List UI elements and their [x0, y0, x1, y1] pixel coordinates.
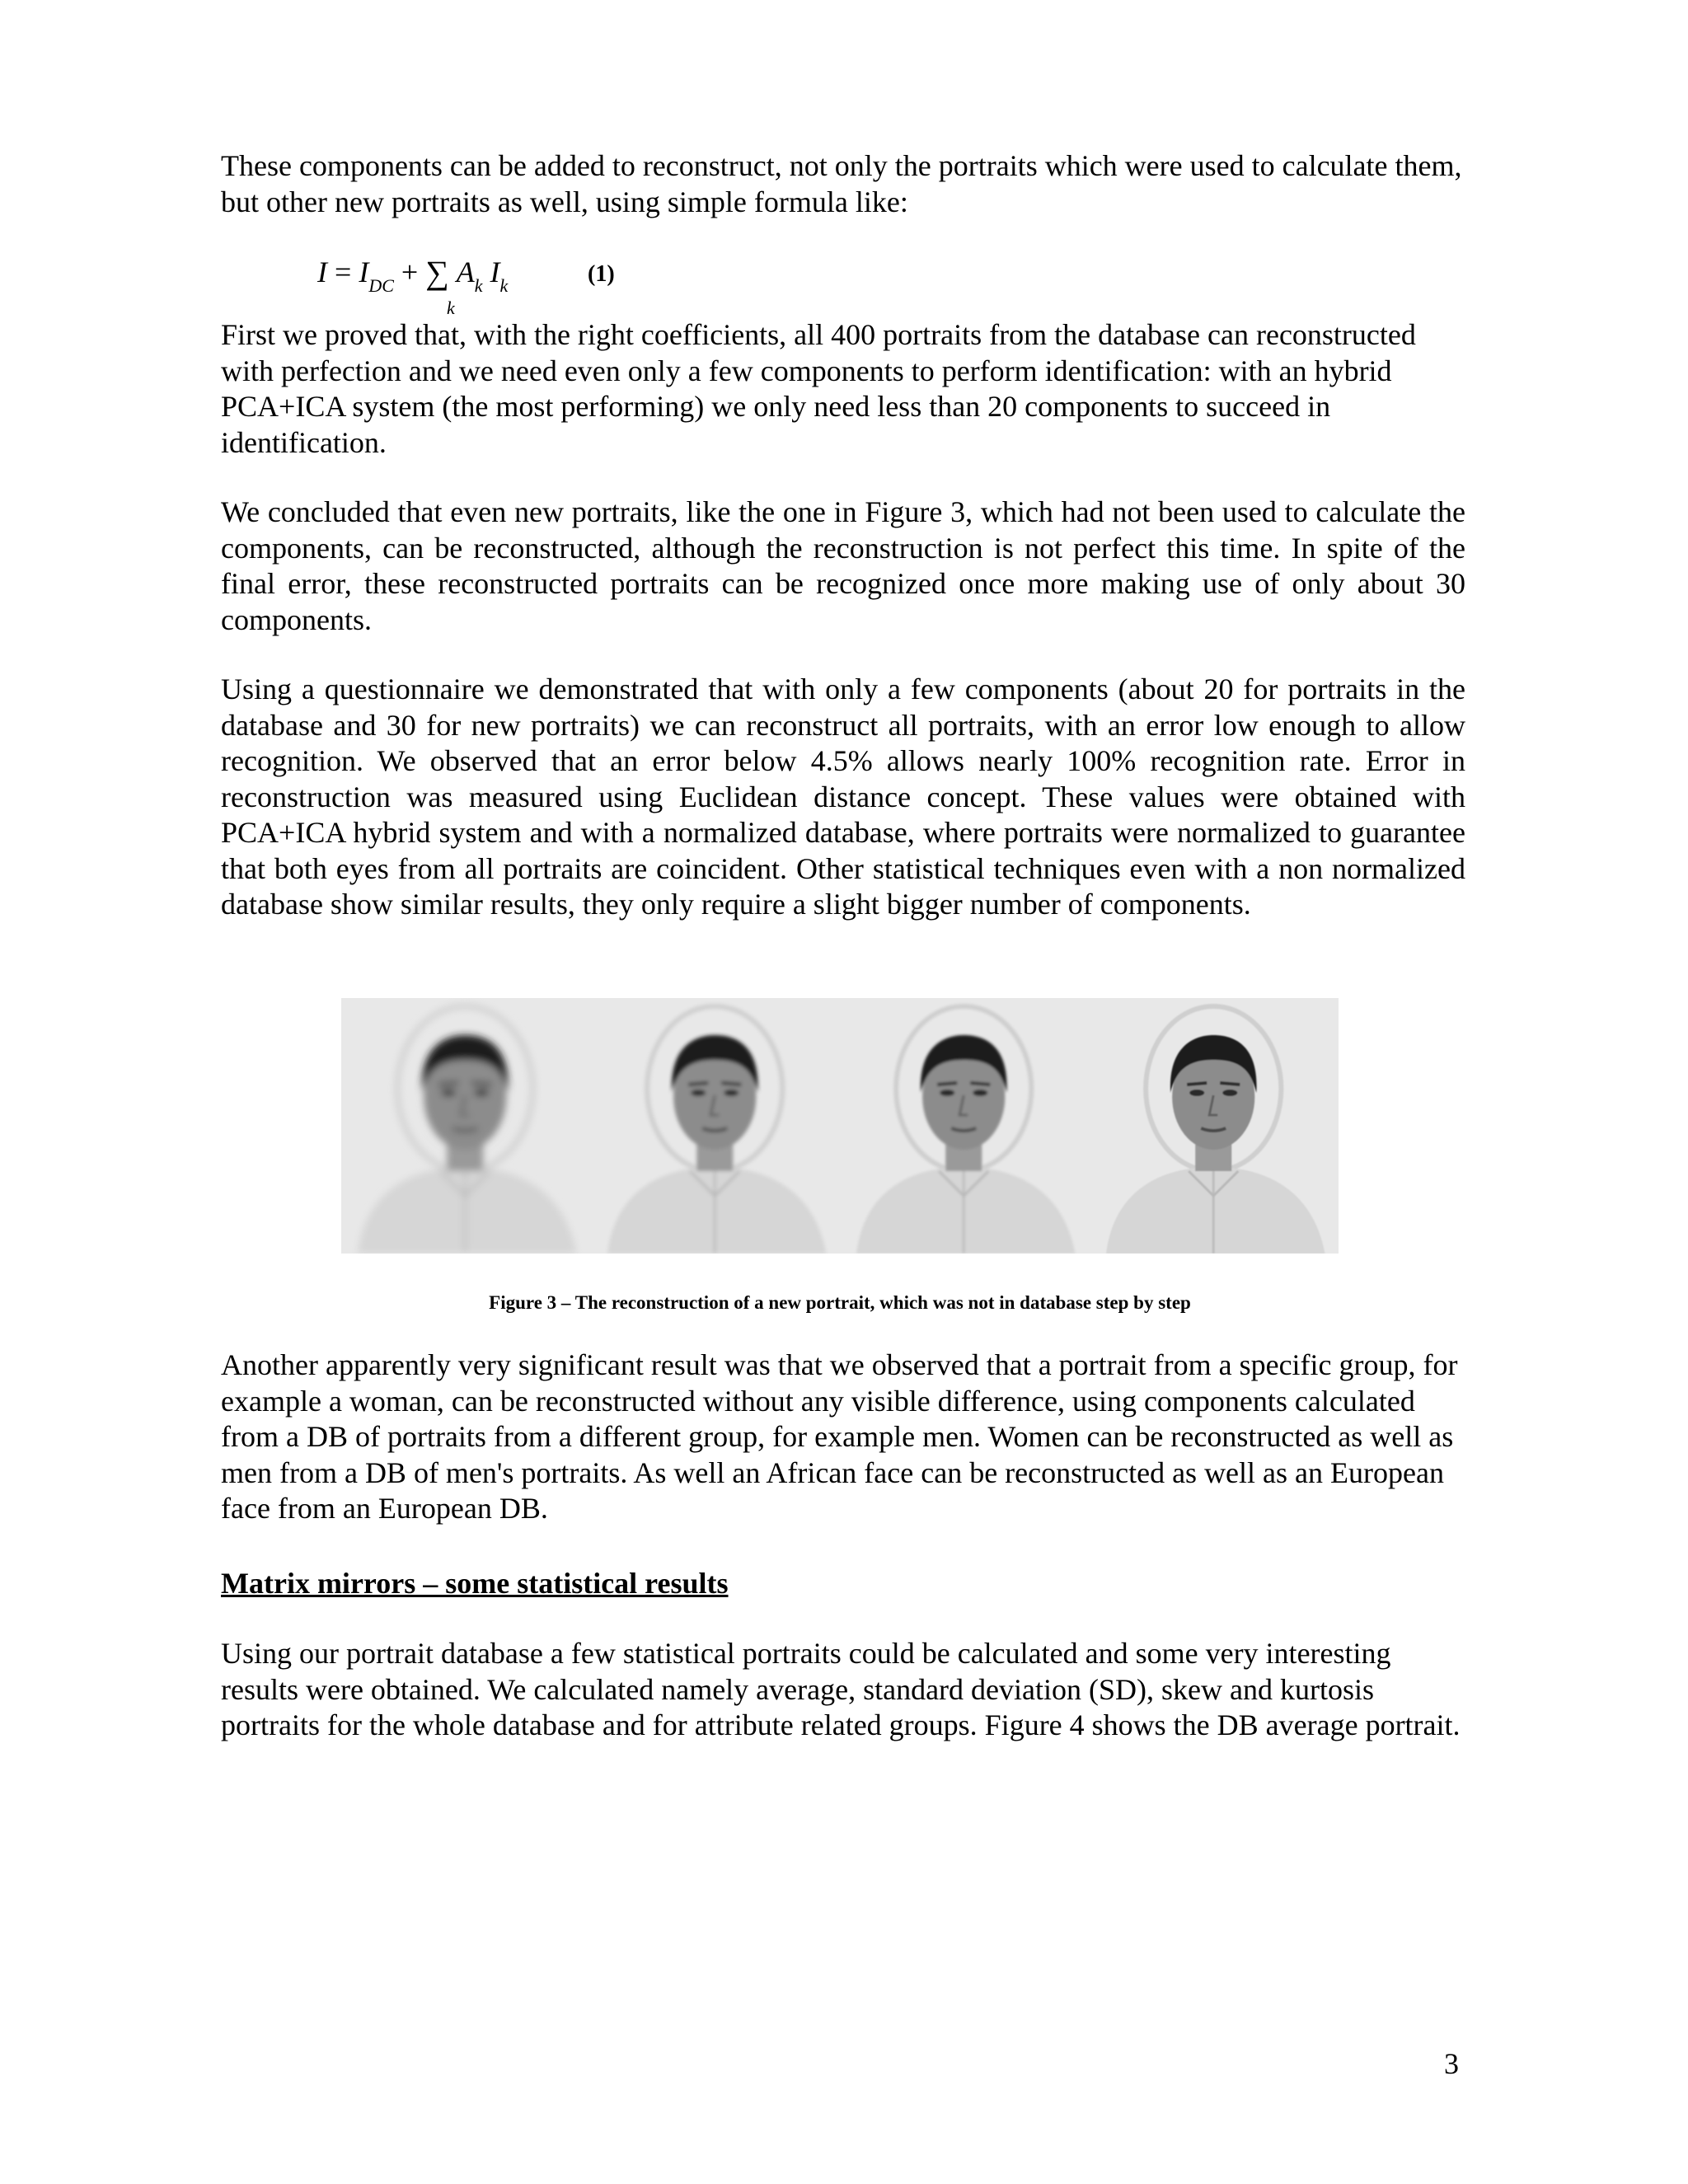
paragraph-proof: First we proved that, with the right coefficients, all 400 portraits from the database can reconstructed with perfection and we need even only a few components to perform identification: with an hybrid PCA+ICA system (the most performing) we only need less than 20 components to succeed in identification. [221, 318, 1416, 459]
portrait-step-1 [341, 998, 591, 1254]
paragraph-questionnaire: Using a questionnaire we demonstrated that with only a few components (about 20 for portraits in the database and 30 for new portraits) we can reconstruct all portraits, with an error low enough to allow recognition. We observed that an error below 4.5% allows nearly 100% recognition rate. Error in reconstruction was measured using Euclidean distance concept. These values were obtained with PCA+ICA hybrid system and with a normalized database, where portraits were normalized to guarantee that both eyes from all portraits are coincident. Other statistical techniques even with a non normalized database show similar results, they only require a slight bigger number of components. [221, 673, 1465, 921]
portrait-image [1090, 998, 1339, 1254]
portrait-image [591, 998, 841, 1254]
sum-index: k [447, 298, 455, 318]
paragraph-groups: Another apparently very significant result was that we observed that a portrait from a specific group, for example a woman, can be reconstructed without any visible difference, using components calculated from a DB of portraits from a different group, for example men. Women can be reconstructed as well as men from a DB of men's portraits. As well an African face can be reconstructed as well as an European face from an European DB. [221, 1348, 1458, 1525]
equation-number: (1) [588, 261, 615, 287]
portrait-step-4 [1090, 998, 1339, 1254]
portrait-step-2 [591, 998, 841, 1254]
portrait-step-3 [840, 998, 1090, 1254]
paragraph-statistics: Using our portrait database a few statistical portraits could be calculated and some very interesting results were obtained. We calculated namely average, standard deviation (SD), skew and kurtosis portraits for the whole database and for attribute related groups. Figure 4 shows the DB average portrait. [221, 1637, 1461, 1741]
page-number: 3 [1444, 2047, 1459, 2080]
paragraph-new-portraits: We concluded that even new portraits, like the one in Figure 3, which had not been used to calculate the components, can be reconstructed, although the reconstruction is not perfect this time. In spite of the final error, these reconstructed portraits can be recognized once more making use of only about 30 components. [221, 495, 1465, 636]
equation-1: $I = I_{DC}$ + ∑ $A_k$ $I_k$ k [317, 254, 509, 318]
paragraph-intro: These components can be added to reconstruct, not only the portraits which were used to calculate them, but other new portraits as well, using simple formula like: [221, 149, 1462, 218]
figure-3-reconstruction-strip [341, 998, 1339, 1254]
figure-caption: Figure 3 – The reconstruction of a new portrait, which was not in database step by step [489, 1292, 1191, 1313]
section-heading: Matrix mirrors – some statistical results [221, 1567, 729, 1600]
portrait-image [341, 998, 591, 1254]
portrait-image [840, 998, 1090, 1254]
